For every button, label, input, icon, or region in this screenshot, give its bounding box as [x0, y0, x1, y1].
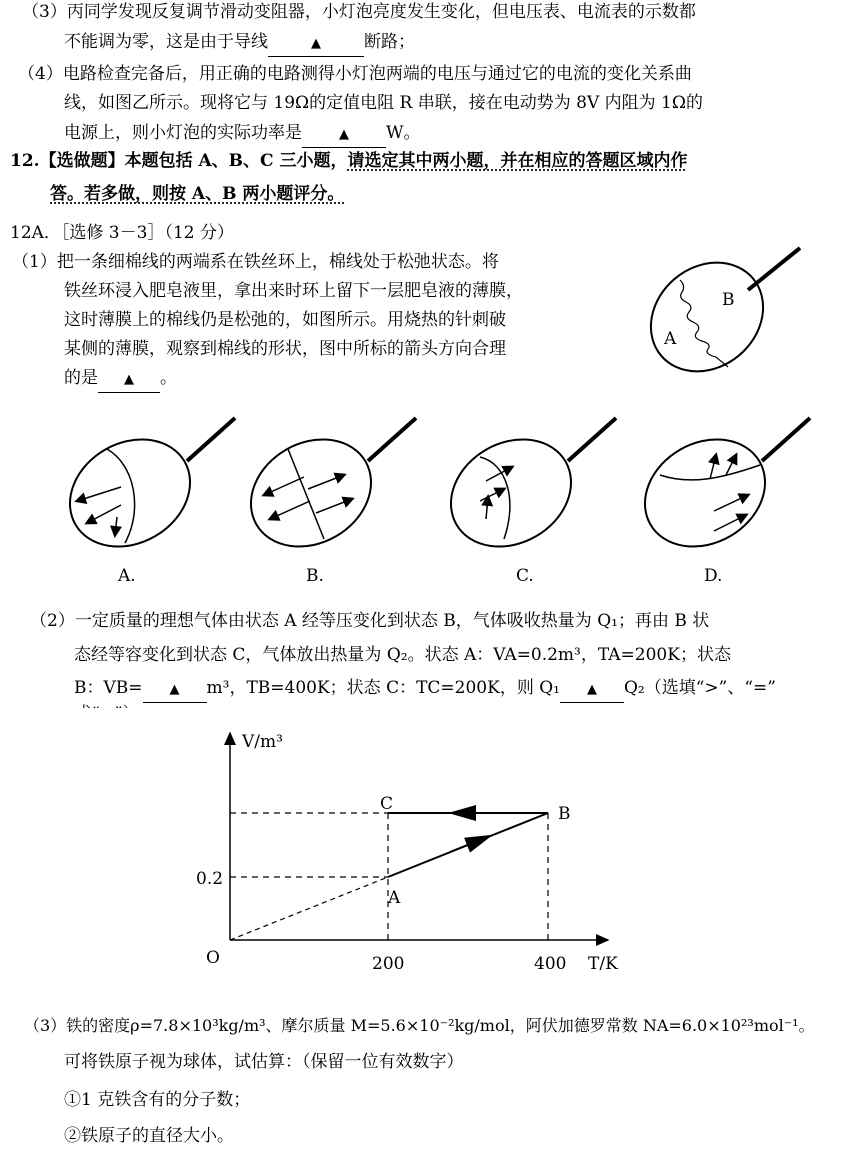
q12a-part1-line2: 铁丝环浸入肥皂液里，拿出来时环上留下一层肥皂液的薄膜，: [64, 281, 523, 301]
q12a-part3-item1: ①1 克铁含有的分子数；: [64, 1090, 251, 1110]
q12a-header: 12A．［选修 3－3］（12 分）: [10, 223, 234, 243]
q12-tag: 【选做题】: [39, 151, 125, 171]
point-a-label: A: [388, 888, 401, 908]
point-b-label: B: [558, 804, 571, 824]
arrow: [77, 487, 121, 501]
wire-ring: [625, 418, 784, 568]
q11-part4-suffix: W。: [386, 123, 421, 143]
blank-mark: ▲: [311, 36, 321, 51]
region-label-a: A: [664, 329, 677, 349]
answer-blank: [143, 676, 207, 703]
q12-instruction-line1: [10, 149, 688, 173]
q11-part4-text: 电源上，则小灯泡的实际功率是: [64, 123, 302, 143]
q12a-part2-line1: （2）一定质量的理想气体由状态 A 经等压变化到状态 B，气体吸收热量为 Q₁；再由 B 状: [30, 611, 710, 631]
point-c-label: C: [380, 794, 394, 814]
q12a-part2-mid: m³，TB=400K；状态 C：TC=200K，则 Q₁: [206, 678, 560, 698]
x-tick-label: 200: [372, 954, 405, 974]
cotton-thread: [680, 280, 728, 367]
ring-handle: [187, 418, 235, 461]
x-axis-label: T/K: [588, 954, 618, 974]
process-arrow: [450, 840, 480, 852]
q11-part3-text: 不能调为零，这是由于导线: [64, 32, 268, 52]
q12a-part3-line2: 可将铁原子视为球体，试估算：（保留一位有效数字）: [64, 1052, 464, 1072]
y-tick-label: 0.2: [196, 869, 224, 889]
q12a-part1-line3: 这时薄膜上的棉线仍是松弛的，如图所示。用烧热的针刺破: [64, 310, 506, 330]
cotton-thread: [288, 449, 324, 539]
arrow: [115, 517, 117, 535]
wire-ring: [50, 418, 209, 568]
q12a-part1-line1: （1）把一条细棉线的两端系在铁丝环上，棉线处于松弛状态。将: [12, 252, 499, 272]
q11-part3-line1: （3）丙同学发现反复调节滑动变阻器，小灯泡亮度发生变化，但电压表、电流表的示数都: [22, 2, 696, 22]
option-d-label: D.: [704, 566, 723, 586]
q12a-part1-line4: 某侧的薄膜，观察到棉线的形状，图中所标的箭头方向合理: [64, 339, 506, 359]
option-c-figure: [436, 415, 626, 555]
answer-blank: [302, 121, 386, 148]
ring-handle: [568, 418, 616, 461]
cotton-thread: [107, 449, 135, 543]
blank-mark: ▲: [169, 682, 180, 697]
arrow: [264, 477, 304, 495]
extrapolation-line: [230, 877, 388, 940]
answer-blank: [268, 30, 364, 57]
x-tick-label: 400: [534, 954, 567, 974]
q12-text: 本题包括 A、B、C 三小题，: [124, 151, 348, 171]
arrow: [316, 499, 352, 513]
q12a-part2-suffix: Q₂（选填“>”、“=”: [623, 678, 776, 698]
page-crop: [0, 708, 855, 722]
answer-blank: [98, 366, 160, 393]
arrow: [480, 489, 504, 501]
q12-emphasis: 请选定其中两小题，并在相应的答题区域内作: [347, 151, 688, 171]
q12-number: 12.: [10, 151, 40, 171]
y-axis-label: V/m³: [242, 732, 283, 752]
wire-ring: [431, 418, 590, 568]
q11-part3-suffix: 断路；: [364, 32, 415, 52]
blank-mark: ▲: [339, 127, 349, 142]
q11-part4-line2: 线，如图乙所示。现将它与 19Ω的定值电阻 R 串联，接在电动势为 8V 内阻为 1Ω的: [64, 93, 703, 113]
option-b-figure: [236, 415, 426, 555]
option-a-label: A.: [118, 566, 136, 586]
q11-part3-line2: [64, 30, 415, 57]
soap-film-ring-figure: [640, 245, 810, 385]
option-b-label: B.: [306, 566, 324, 586]
q12a-part1-line5: [64, 366, 177, 393]
ring-handle: [762, 418, 810, 461]
arrow: [270, 501, 310, 519]
option-d-figure: [630, 415, 820, 555]
ring-handle: [368, 418, 416, 461]
q11-part4-line3: [64, 121, 420, 148]
q12a-part3-line1: （3）铁的密度ρ=7.8×10³kg/m³、摩尔质量 M=5.6×10⁻²kg/mol，阿伏加德罗常数 NA=6.0×10²³mol⁻¹。: [24, 1016, 815, 1035]
arrow: [486, 497, 488, 519]
blank-mark: ▲: [124, 372, 134, 387]
q12-instruction-line2: 答。若多做，则按 A、B 两小题评分。: [50, 184, 345, 204]
q11-part4-line1: （4）电路检查完备后，用正确的电路测得小灯泡两端的电压与通过它的电流的变化关系曲: [18, 64, 692, 84]
origin-label: O: [206, 948, 220, 968]
option-c-label: C.: [516, 566, 534, 586]
arrow: [308, 475, 344, 489]
arrow: [714, 495, 748, 511]
answer-blank: [560, 676, 624, 703]
q12a-part3-item2: ②铁原子的直径大小。: [64, 1126, 234, 1146]
region-label-b: B: [722, 290, 735, 310]
q12a-part2-text: B：VB=: [74, 678, 143, 698]
q12a-part2-line3: [74, 676, 776, 703]
option-a-figure: [55, 415, 245, 555]
q12a-part2-line2: 态经等容变化到状态 C，气体放出热量为 Q₂。状态 A：VA=0.2m³，TA=200K；状态: [74, 645, 731, 665]
blank-mark: ▲: [586, 682, 597, 697]
q12a-part1-suffix: 。: [160, 368, 177, 388]
arrow: [710, 455, 716, 479]
arrow: [726, 455, 736, 475]
v-t-graph: [190, 725, 640, 985]
wire-ring: [629, 240, 785, 394]
q12a-part1-text: 的是: [64, 368, 98, 388]
wire-ring: [231, 418, 390, 568]
